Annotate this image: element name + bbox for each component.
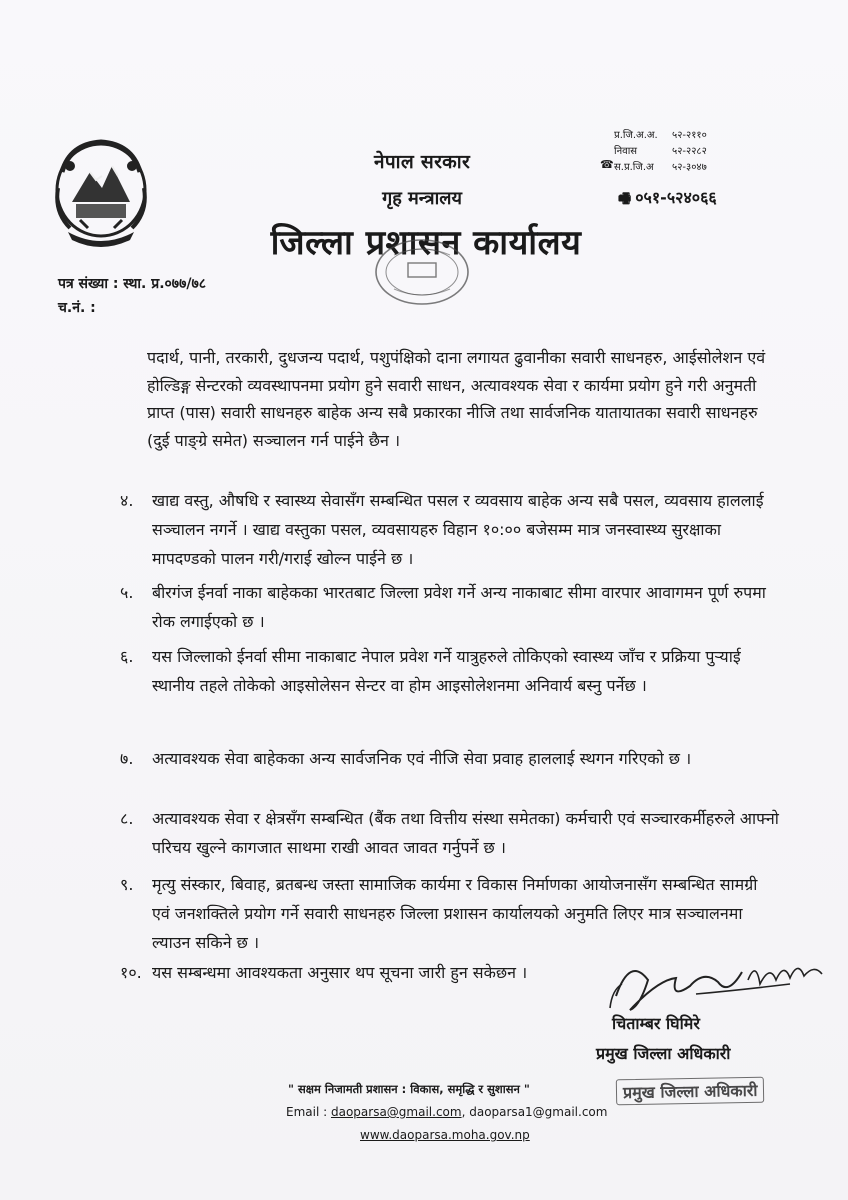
dispatch-number: च.नं. :: [58, 300, 96, 316]
item-text: मृत्यु संस्कार, बिवाह, ब्रतबन्ध जस्ता सामाजिक कार्यमा र विकास निर्माणका आयोजनासँग सम्बन्धित सामग्री एवं जनशक्तिले प्रयोग गर्ने सवारी साधनहरु जिल्ला प्रशासन कार्यालयको अनुमति लिएर मात्र सञ्चालनमा ल्याउन सकिने छ ।: [152, 875, 758, 952]
email-link-primary[interactable]: daoparsa@gmail.com: [330, 1105, 462, 1119]
contact-label: स.प्र.जि.अ: [614, 162, 654, 173]
email-separator: ,: [461, 1105, 470, 1119]
item-number: ५.: [120, 583, 134, 602]
office-seal-stamp: [370, 235, 474, 309]
list-item: [120, 870, 780, 957]
fax-number: [618, 186, 717, 212]
website-line: [360, 1128, 530, 1142]
signatory-title: प्रमुख जिल्ला अधिकारी: [596, 1044, 731, 1063]
contact-value: ५२-३०४७: [672, 162, 707, 173]
contact-value: ५२-२११०: [672, 130, 707, 141]
signatory-name: चिताम्बर घिमिरे: [612, 1014, 700, 1033]
continuation-paragraph: पदार्थ, पानी, तरकारी, दुधजन्य पदार्थ, पशुपंक्षिको दाना लगायत ढुवानीका सवारी साधनहरु, आईसोलेशन एवं होल्डिङ्ग सेन्टरको व्यवस्थापनमा प्रयोग हुने सवारी साधन, अत्यावश्यक सेवा र कार्यमा प्रयोग हुने गरी अनुमती प्राप्त (पास) सवारी साधनहरु बाहेक अन्य सबै प्रकारका नीजि तथा सार्वजनिक यातायातका सवारी साधनहरु (दुई पाङ्ग्रे समेत) सञ्चालन गर्न पाईने छैन ।: [147, 348, 766, 450]
item-number: ९.: [120, 875, 134, 894]
website-link[interactable]: www.daoparsa.moha.gov.np: [360, 1128, 530, 1142]
list-item: [120, 744, 780, 773]
list-item: [120, 804, 780, 862]
item-text: यस जिल्लाको ईनर्वा सीमा नाकाबाट नेपाल प्रवेश गर्ने यात्रुहरुले तोकिएको स्वास्थ्य जाँच र प्रक्रिया पुऱ्याई स्थानीय तहले तोकेको आइसोलेसन सेन्टर वा होम आइसोलेशनमा अनिवार्य बस्नु पर्नेछ ।: [152, 647, 741, 695]
item-text: खाद्य वस्तु, औषधि र स्वास्थ्य सेवासँग सम्बन्धित पसल र व्यवसाय बाहेक अन्य सबै पसल, व्यवसाय हाललाई सञ्चालन नगर्ने । खाद्य वस्तुका पसल, व्यवसायहरु विहान १०:०० बजेसम्म मात्र जनस्वास्थ्य सुरक्षाका मापदण्डको पालन गरी/गराई खोल्न पाईने छ ।: [152, 491, 764, 568]
item-text: अत्यावश्यक सेवा बाहेकका अन्य सार्वजनिक एवं नीजि सेवा प्रवाह हाललाई स्थगन गरिएको छ ।: [152, 749, 692, 768]
contact-row: [614, 160, 707, 176]
email-label: Email :: [286, 1105, 328, 1119]
email-secondary: daoparsa1@gmail.com: [469, 1105, 608, 1119]
nepal-emblem-icon: [50, 132, 152, 250]
contact-numbers: [614, 128, 707, 176]
designation-stamp: प्रमुख जिल्ला अधिकारी: [616, 1077, 765, 1106]
fax-value: ०५१-५२४०६६: [635, 188, 717, 207]
telephone-icon: ☎: [600, 158, 614, 171]
item-number: ४.: [120, 491, 134, 510]
item-number: १०.: [120, 963, 142, 982]
item-text: अत्यावश्यक सेवा र क्षेत्रसँग सम्बन्धित (बैंक तथा वित्तीय संस्था समेतका) कर्मचारी एवं सञ्चारकर्मीहरुले आफ्नो परिचय खुल्ने कागजात साथमा राखी आवत जावत गर्नुपर्ने छ ।: [152, 809, 779, 857]
item-text: बीरगंज ईनर्वा नाका बाहेकका भारतबाट जिल्ला प्रवेश गर्ने अन्य नाकाबाट सीमा वारपार आवागमन पूर्ण रुपमा रोक लगाईएको छ ।: [152, 583, 766, 631]
office-motto: " सक्षम निजामती प्रशासन : विकास, समृद्धि र सुशासन ": [288, 1082, 530, 1096]
ministry-name: गृह मन्त्रालय: [382, 188, 462, 209]
fax-icon: 🖷: [618, 191, 632, 207]
government-name: नेपाल सरकार: [373, 151, 471, 173]
contact-label: प्र.जि.अ.अ.: [614, 130, 658, 141]
contact-value: ५२-२२८२: [672, 146, 707, 157]
office-title: जिल्ला प्रशासन कार्यालय: [270, 223, 582, 263]
item-number: ६.: [120, 647, 134, 666]
contact-label: निवास: [614, 146, 638, 157]
contact-row: [614, 128, 707, 144]
item-number: ७.: [120, 749, 134, 768]
contact-row: [614, 144, 707, 160]
list-item: [120, 486, 780, 573]
list-item: [120, 578, 780, 636]
list-item: [120, 642, 780, 700]
email-line: [286, 1105, 607, 1119]
letter-number: पत्र संख्या : स्था. प्र.०७७/७८: [58, 276, 207, 292]
item-text: यस सम्बन्धमा आवश्यकता अनुसार थप सूचना जारी हुन सकेछन ।: [152, 963, 528, 982]
item-number: ८.: [120, 809, 134, 828]
